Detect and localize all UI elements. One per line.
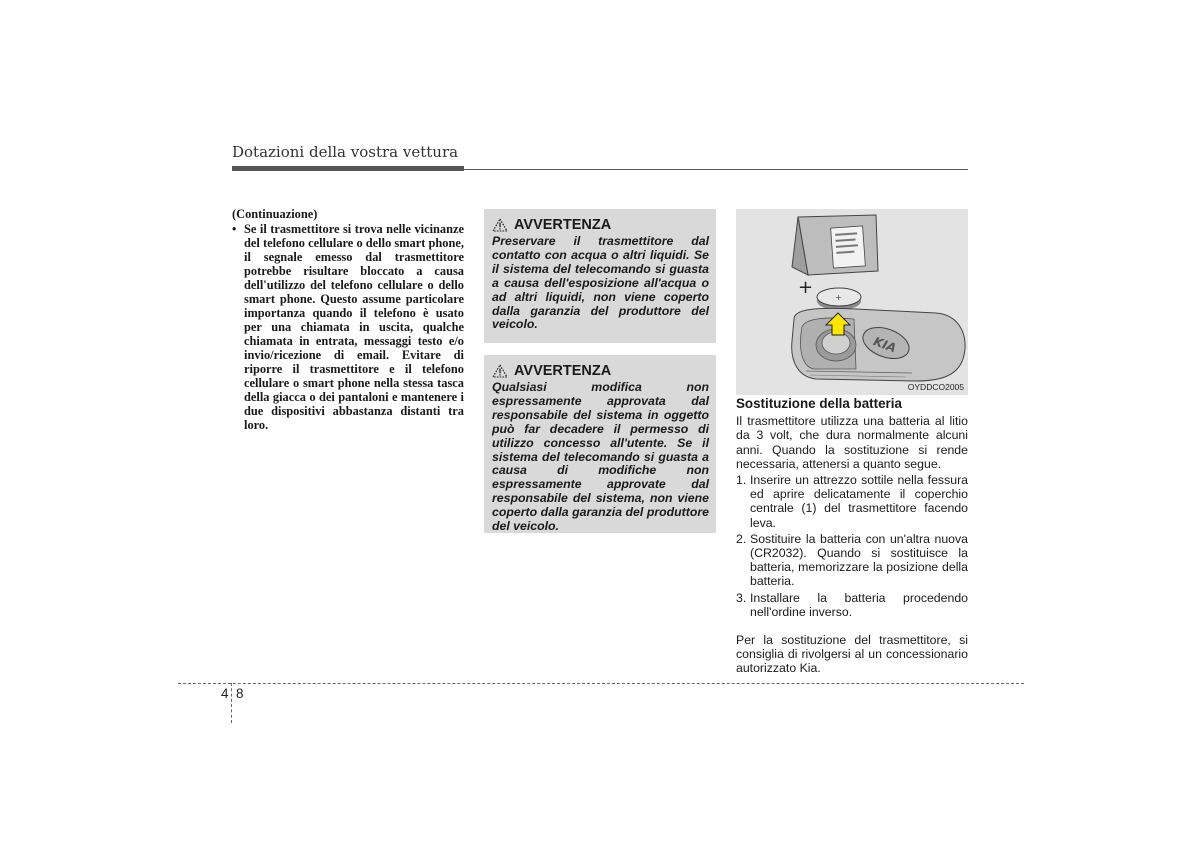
- warning-title: AVVERTENZA: [514, 217, 612, 233]
- key-battery-illustration: [736, 209, 968, 395]
- section-heading: Sostituzione della batteria: [736, 396, 902, 411]
- section-intro: Il trasmettitore utilizza una batteria al litio da 3 volt, che dura normalmente alcuni anni. Quando la sostituzione si rende necessaria, attenersi a quanto segue.: [736, 414, 968, 471]
- steps-list: [736, 473, 968, 619]
- figure-code: OYDDCO2005: [907, 382, 964, 392]
- step-text: Installare la batteria procedendo nell'ordine inverso.: [750, 590, 968, 619]
- key-fob-drawing: [736, 209, 968, 395]
- step-number: 1.: [736, 473, 747, 488]
- step-text: Sostituire la batteria con un'altra nuova (CR2032). Quando si sostituisce la batteria, memorizzare la posizione della batteria.: [750, 531, 968, 589]
- section-number: 4: [221, 686, 229, 701]
- page-number: 8: [236, 686, 244, 701]
- continuation-label: (Continuazione): [232, 207, 318, 221]
- step-number: 3.: [736, 590, 747, 605]
- footer-rule: [178, 683, 1024, 684]
- warning-box-water: [484, 209, 716, 343]
- warning-box-modification: [484, 355, 716, 533]
- left-column: [232, 207, 464, 432]
- fob-body: [792, 308, 965, 381]
- header-rule-thick: [232, 166, 464, 171]
- warning-heading: [492, 363, 709, 379]
- warning-triangle-icon: [492, 218, 508, 232]
- header-rule-thin: [464, 169, 968, 170]
- step-item: [736, 473, 968, 530]
- footer-divider: [231, 683, 232, 723]
- page-header-title: Dotazioni della vostra vettura: [232, 143, 459, 161]
- bullet-text: Se il trasmettitore si trova nelle vicinanze del telefono cellulare o dello smart phone, il segnale emesso dal trasmettitore potrebbe risultare bloccato a causa dell'utilizzo del telefono cellulare o dello smart phone. Questo assume particolare importanza quando il telefono è usato per una chiamata in uscita, qualche chiamata in entrata, messaggi testo e/o invio/ricezione di email. Evitare di riporre il trasmettitore e il telefono cellulare o smart phone nella stessa tasca della giacca o dei pantaloni e mantenere i due dispositivi abbastanza distanti tra loro.: [244, 222, 464, 432]
- warning-title: AVVERTENZA: [514, 363, 612, 379]
- step-item: [736, 591, 968, 619]
- warning-text: Qualsiasi modifica non espressamente approvata dal responsabile del sistema in oggetto può far decadere il permesso di utilizzo concesso all'utente. Se il sistema del telecomando si guasta a causa di modifiche non espressamente approvate dal responsabile del sistema, non viene coperto dalla garanzia del produttore del veicolo.: [492, 380, 709, 534]
- coin-battery: [817, 288, 861, 310]
- step-item: [736, 532, 968, 589]
- bullet-item: [232, 222, 464, 432]
- battery-section: [736, 397, 968, 676]
- bullet-dot: •: [232, 222, 237, 236]
- fob-cover: [792, 215, 878, 275]
- svg-text:+: +: [835, 293, 842, 302]
- brand-badge: KIA: [871, 334, 899, 356]
- plus-sign: +: [798, 277, 814, 298]
- warning-triangle-icon: [492, 364, 508, 378]
- dealer-note: Per la sostituzione del trasmettitore, si consiglia di rivolgersi al un concessionario autorizzato Kia.: [736, 633, 968, 676]
- step-text: Inserire un attrezzo sottile nella fessura ed aprire delicatamente il coperchio centrale (1) del trasmettitore facendo leva.: [750, 473, 968, 530]
- step-number: 2.: [736, 531, 747, 546]
- warning-text: Preservare il trasmettitore dal contatto con acqua o altri liquidi. Se il sistema del telecomando si guasta a causa dell'esposizione all'acqua o ad altri liquidi, non viene coperto dalla garanzia del produttore del veicolo.: [492, 234, 709, 332]
- warning-heading: [492, 217, 709, 233]
